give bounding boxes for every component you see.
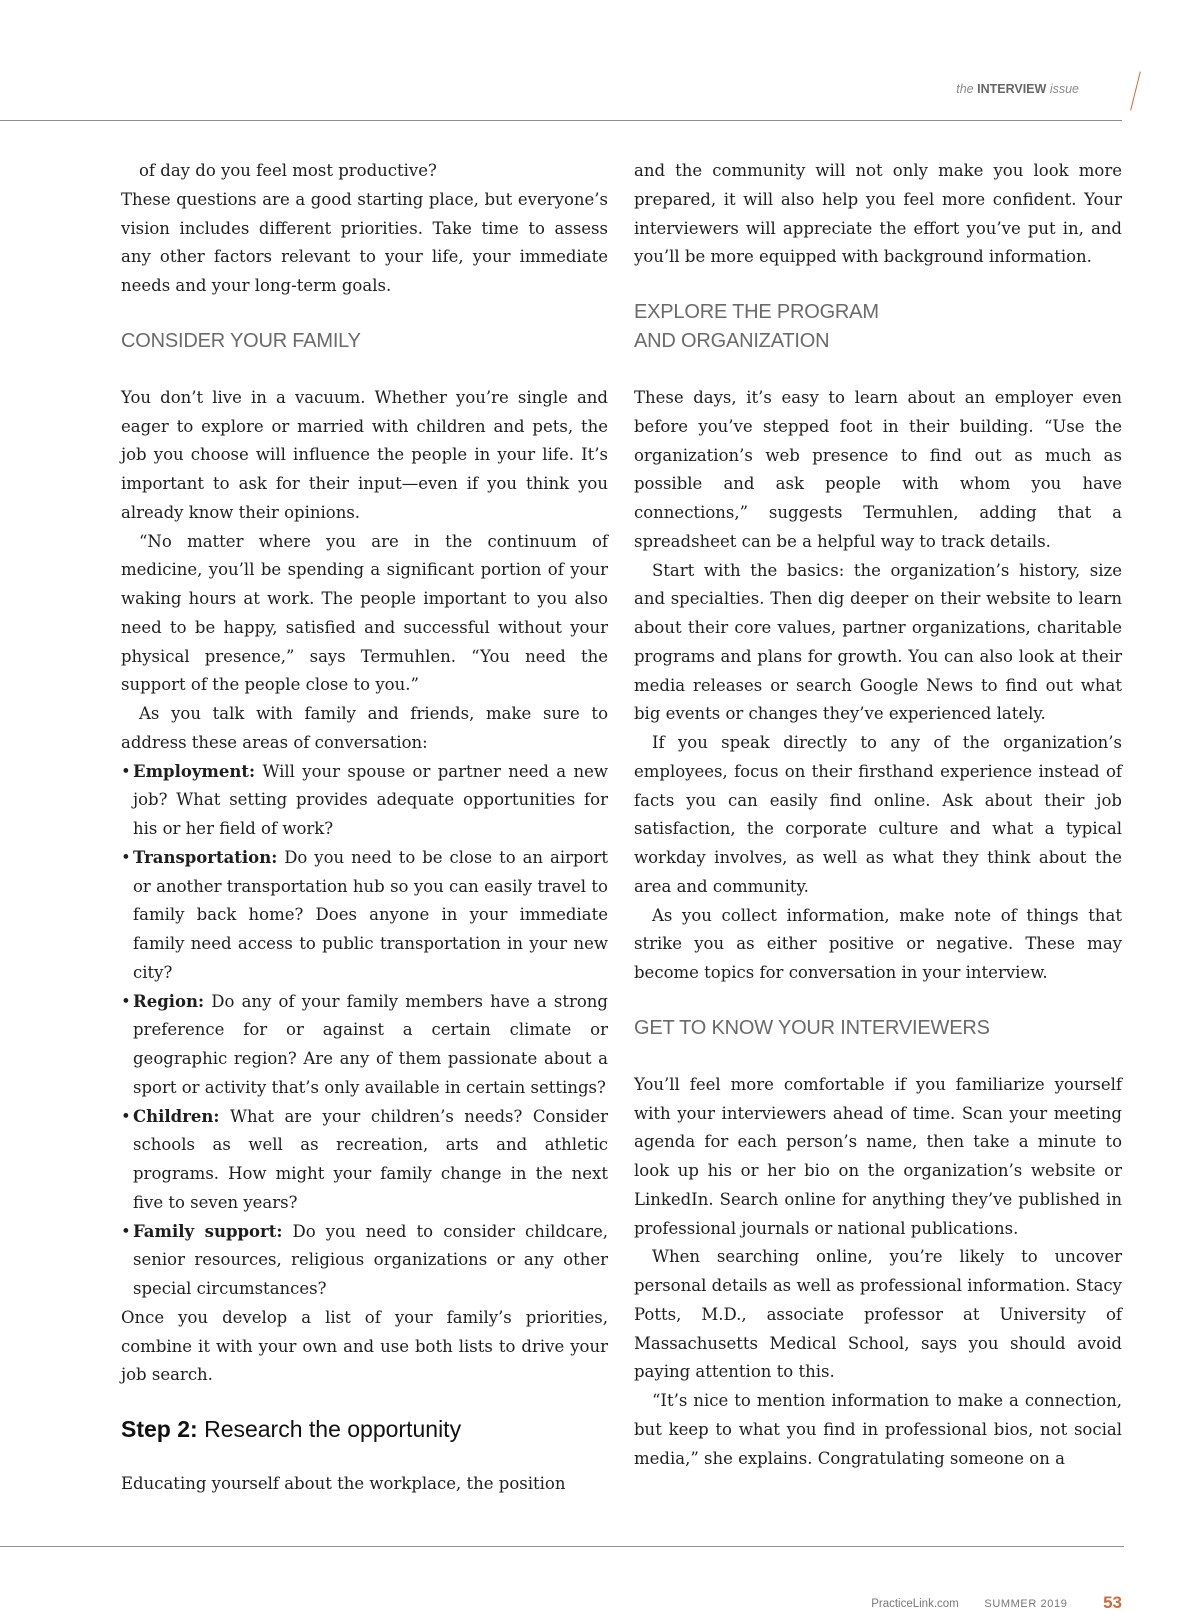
right-column xyxy=(634,157,1122,1473)
paragraph: of day do you feel most productive? xyxy=(139,161,437,180)
bottom-rule xyxy=(0,1546,1124,1547)
paragraph: Educating yourself about the workplace, the position xyxy=(121,1474,566,1493)
footer-site: PracticeLink.com xyxy=(871,1598,959,1610)
section-heading-explore: EXPLORE THE PROGRAM AND ORGANIZATION xyxy=(634,301,879,352)
running-header xyxy=(956,82,1079,96)
page-number: 53 xyxy=(1103,1593,1122,1612)
paragraph: “It’s nice to mention information to make a connection, but keep to what you find in professional bios, not social media,” she explains. Congratulating someone on a xyxy=(634,1391,1122,1468)
paragraph: Start with the basics: the organization’s history, size and specialties. Then dig deeper on their website to learn about their core values, partner organizations, charitable programs and plans for growth. You can also look at their media releases or search Google News to find out what big events or changes they’ve experienced lately. xyxy=(634,560,1122,724)
list-item: • Employment: Will your spouse or partner need a new job? What setting provides adequate opportunities for his or her field of work? xyxy=(121,761,608,838)
section-heading-family: CONSIDER YOUR FAMILY xyxy=(121,329,361,352)
bullet-list xyxy=(121,758,608,1304)
paragraph: These days, it’s easy to learn about an employer even before you’ve stepped foot in their building. “Use the organization’s web presence to find out as much as possible and ask people with whom you have connections,” suggests Termuhlen, adding that a spreadsheet can be a helpful way to track details. xyxy=(634,388,1122,551)
paragraph: You don’t live in a vacuum. Whether you’re single and eager to explore or married with children and pets, the job you choose will influence the people in your life. It’s important to ask for their input—even if you think you already know their opinions. xyxy=(121,387,608,522)
paragraph: When searching online, you’re likely to uncover personal details as well as professional information. Stacy Potts, M.D., associate professor at University of Massachusetts Medical School, says you should avoid paying attention to this. xyxy=(634,1247,1122,1382)
list-item: • Region: Do any of your family members have a strong preference for or against a certain climate or geographic region? Are any of them passionate about a sport or activity that’s only available in certain settings? xyxy=(121,991,608,1097)
list-item: • Family support: Do you need to consider childcare, senior resources, religious organizations or any other special circumstances? xyxy=(121,1221,608,1298)
header-title: INTERVIEW xyxy=(977,82,1047,96)
left-column xyxy=(121,157,608,1499)
paragraph: As you talk with family and friends, make sure to address these areas of conversation: xyxy=(121,704,608,752)
list-item: • Children: What are your children’s needs? Consider schools as well as recreation, arts and athletic programs. How might your family change in the next five to seven years? xyxy=(121,1106,608,1212)
paragraph: If you speak directly to any of the organization’s employees, focus on their firsthand experience instead of facts you can easily find online. Ask about their job satisfaction, the corporate culture and what a typical workday involves, as well as what they think about the area and community. xyxy=(634,733,1122,896)
header-prefix: the xyxy=(956,82,974,96)
step-heading: Step 2: Research the opportunity xyxy=(121,1416,462,1442)
header-accent-slash xyxy=(1130,71,1141,110)
paragraph: As you collect information, make note of things that strike you as either positive or negative. These may become topics for conversation in your interview. xyxy=(634,905,1122,982)
paragraph: You’ll feel more comfortable if you familiarize yourself with your interviewers ahead of time. Scan your meeting agenda for each person’s name, then take a minute to look up his or her bio on the organization’s website or LinkedIn. Search online for anything they’ve published in professional journals or national publications. xyxy=(634,1074,1122,1238)
paragraph: Once you develop a list of your family’s priorities, combine it with your own and use both lists to drive your job search. xyxy=(121,1307,608,1385)
list-item: • Transportation: Do you need to be close to an airport or another transportation hub so you can easily travel to family back home? Does anyone in your immediate family need access to public transportation in your new city? xyxy=(121,847,608,982)
header-suffix: issue xyxy=(1049,82,1079,96)
paragraph: “No matter where you are in the continuum of medicine, you’ll be spending a significant portion of your waking hours at work. The people important to you also need to be happy, satisfied and successful without your physical presence,” says Termuhlen. “You need the support of the people close to you.” xyxy=(121,531,608,695)
paragraph: These questions are a good starting place, but everyone’s vision includes different priorities. Take time to assess any other factors relevant to your life, your immediate needs and your long-term goals. xyxy=(121,189,608,295)
footer-season: SUMMER 2019 xyxy=(984,1598,1068,1610)
page-footer xyxy=(871,1592,1122,1612)
degree-abbrev: M.D. xyxy=(701,1304,742,1324)
top-rule xyxy=(0,120,1122,121)
paragraph: and the community will not only make you look more prepared, it will also help you feel more confident. Your interviewers will appreciate the effort you’ve put in, and you’ll be more equipped with background information. xyxy=(634,161,1122,267)
section-heading-interviewers: GET TO KNOW YOUR INTERVIEWERS xyxy=(634,1016,990,1039)
